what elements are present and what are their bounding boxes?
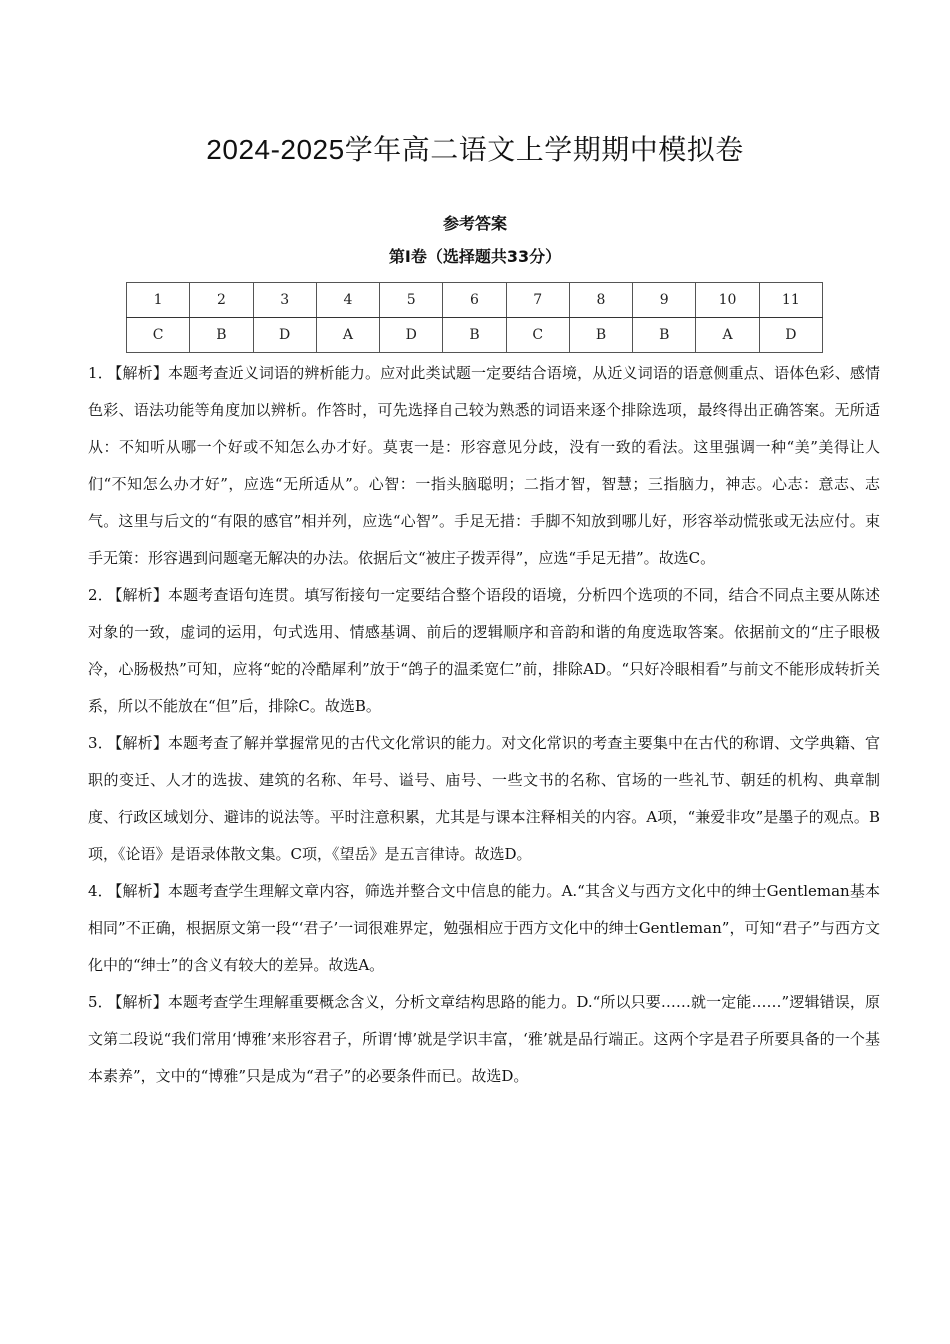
explanation-text: 本题考查了解并掌握常见的古代文化常识的能力。对文化常识的考查主要集中在古代的称谓、文学典籍、官职的变迁、人才的选拔、建筑的名称、年号、谥号、庙号、一些文书的名称、官场的一些礼节、朝廷的机构、典章制度、行政区域划分、避讳的说法等。平时注意积累，尤其是与课本注释相关的内容。A项，“兼爱非攻”是墨子的观点。B项，《论语》是语录体散文集。C项，《望岳》是五言律诗。故选D。 <box>88 734 880 863</box>
analysis-tag: 【解析】 <box>114 586 168 604</box>
answer-cell: B <box>633 318 696 353</box>
question-number-cell: 2 <box>190 283 253 318</box>
answer-cell: B <box>443 318 506 353</box>
answer-cell: B <box>569 318 632 353</box>
question-number-cell: 5 <box>380 283 443 318</box>
question-number-cell: 10 <box>696 283 759 318</box>
analysis-tag: 【解析】 <box>114 364 168 382</box>
answer-heading: 参考答案 <box>442 214 507 233</box>
explanation-text: 本题考查近义词语的辨析能力。应对此类试题一定要结合语境，从近义词语的语意侧重点、语体色彩、感情色彩、语法功能等角度加以辨析。作答时，可先选择自己较为熟悉的词语来逐个排除选项，最终得出正确答案。无所适从：不知听从哪一个好或不知怎么办才好。莫衷一是：形容意见分歧，没有一致的看法。这里强调一种“美”美得让人们“不知怎么办才好”，应选“无所适从”。心智：一指头脑聪明；二指才智，智慧；三指脑力，神志。心志：意志、志气。这里与后文的“有限的感官”相并列，应选“心智”。手足无措：手脚不知放到哪儿好，形容举动慌张或无法应付。束手无策：形容遇到问题毫无解决的办法。依据后文“被庄子拨弄得”，应选“手足无措”。故选C。 <box>88 364 880 567</box>
question-number-cell: 8 <box>569 283 632 318</box>
explanations-section <box>88 355 880 1095</box>
analysis-tag: 【解析】 <box>114 734 168 752</box>
question-number-cell: 6 <box>443 283 506 318</box>
question-number: 5． <box>88 993 113 1011</box>
document-title: 2024-2025学年高二语文上学期期中模拟卷 <box>206 134 744 165</box>
question-number-cell: 4 <box>316 283 379 318</box>
answer-cell: D <box>759 318 822 353</box>
explanation-text: 本题考查学生理解重要概念含义，分析文章结构思路的能力。D.“所以只要……就一定能……”逻辑错误，原文第二段说“我们常用‘博雅’来形容君子，所谓‘博’就是学识丰富，‘雅’就是品行端正。这两个字是君子所要具备的一个基本素养”，文中的“博雅”只是成为“君子”的必要条件而已。故选D。 <box>88 993 880 1085</box>
question-number: 1． <box>88 364 113 382</box>
question-number-cell: 3 <box>253 283 316 318</box>
answer-cell: C <box>506 318 569 353</box>
answer-cell: A <box>316 318 379 353</box>
question-number: 2． <box>88 586 113 604</box>
answer-cell: D <box>253 318 316 353</box>
analysis-tag: 【解析】 <box>114 882 168 900</box>
explanation-paragraph <box>88 577 880 725</box>
analysis-tag: 【解析】 <box>114 993 168 1011</box>
question-number: 4． <box>88 882 113 900</box>
answer-row <box>127 318 823 353</box>
answer-cell: D <box>380 318 443 353</box>
answer-cell: A <box>696 318 759 353</box>
section-heading: 第Ⅰ卷（选择题共33分） <box>388 247 562 266</box>
question-number-cell: 1 <box>127 283 190 318</box>
explanation-paragraph <box>88 984 880 1095</box>
question-number-cell: 9 <box>633 283 696 318</box>
explanation-text: 本题考查学生理解文章内容，筛选并整合文中信息的能力。A.“其含义与西方文化中的绅士Gentleman基本相同”不正确，根据原文第一段“‘君子’一词很难界定，勉强相应于西方文化中的绅士Gentleman”，可知“君子”与西方文化中的“绅士”的含义有较大的差异。故选A。 <box>88 882 880 974</box>
answer-cell: B <box>190 318 253 353</box>
answer-table <box>126 282 823 353</box>
explanation-paragraph <box>88 873 880 984</box>
answer-cell: C <box>127 318 190 353</box>
question-number-row <box>127 283 823 318</box>
explanation-paragraph <box>88 355 880 577</box>
explanation-paragraph <box>88 725 880 873</box>
question-number-cell: 11 <box>759 283 822 318</box>
question-number-cell: 7 <box>506 283 569 318</box>
question-number: 3． <box>88 734 113 752</box>
explanation-text: 本题考查语句连贯。填写衔接句一定要结合整个语段的语境，分析四个选项的不同，结合不同点主要从陈述对象的一致，虚词的运用，句式选用、情感基调、前后的逻辑顺序和音韵和谐的角度选取答案。依据前文的“庄子眼极冷，心肠极热”可知，应将“蛇的冷酷犀利”放于“鸽子的温柔宽仁”前，排除AD。“只好冷眼相看”与前文不能形成转折关系，所以不能放在“但”后，排除C。故选B。 <box>88 586 880 715</box>
